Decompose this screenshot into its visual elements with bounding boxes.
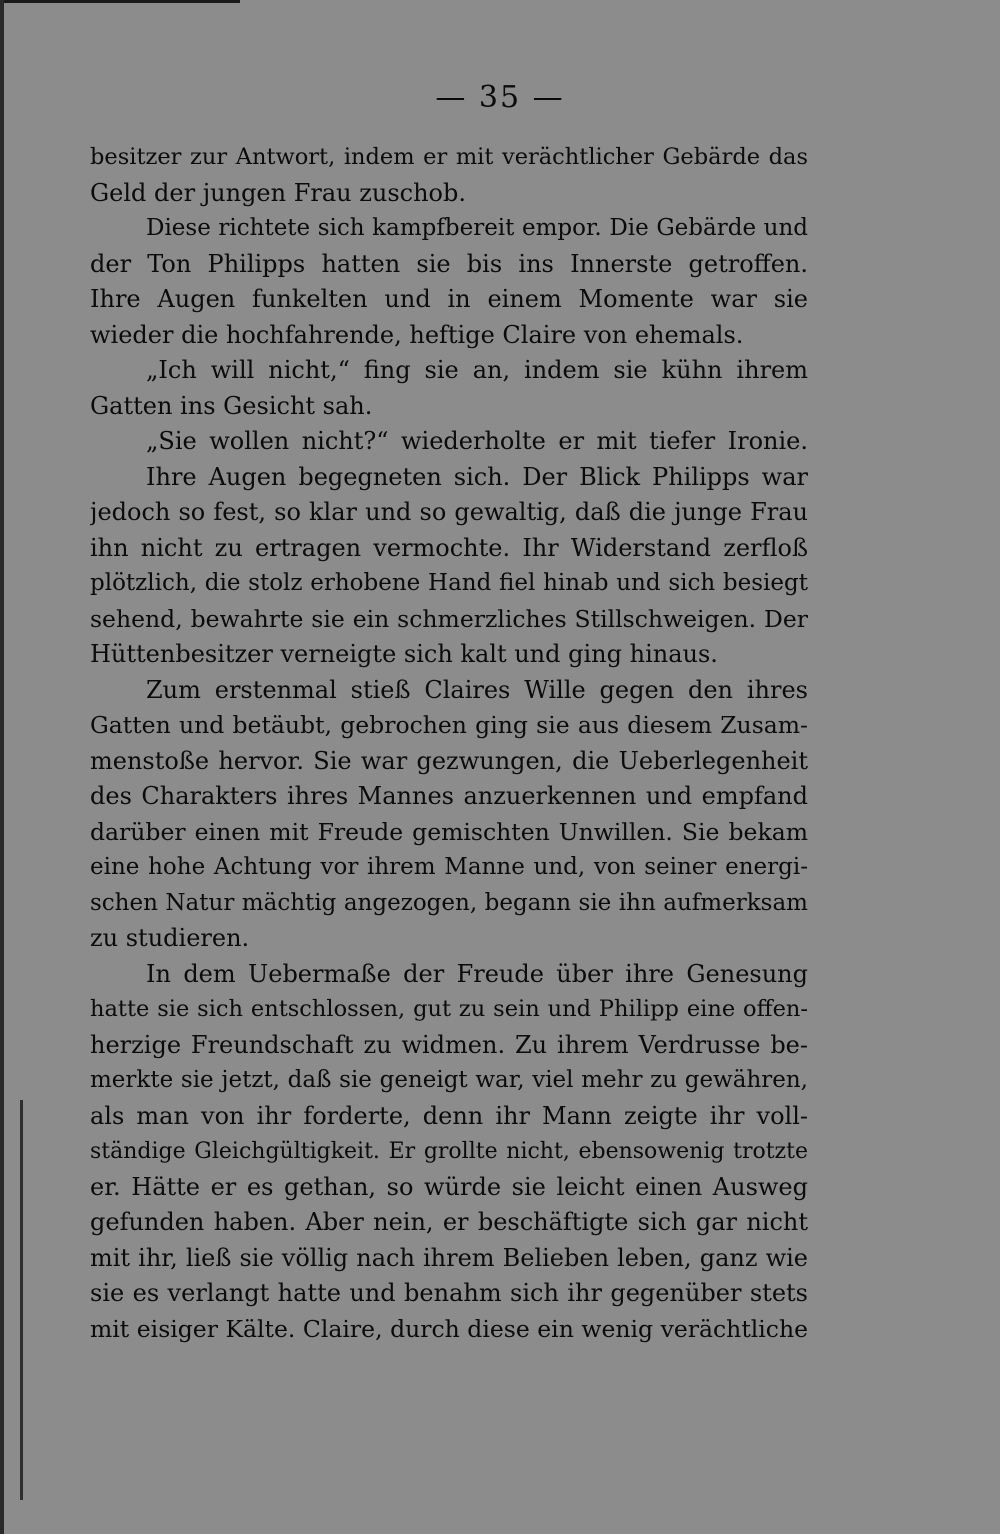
text-line: „Ich will nicht,“ fing sie an, indem sie kühn ihrem (146, 356, 808, 384)
text-line: sie es verlangt hatte und benahm sich ihr gegenüber stets (90, 1279, 808, 1307)
text-line: ständige Gleichgültigkeit. Er grollte nicht, ebensowenig trotzte (90, 1139, 808, 1164)
text-line: In dem Uebermaße der Freude über ihre Genesung (146, 959, 808, 988)
text-line: besitzer zur Antwort, indem er mit verächtlicher Gebärde das (90, 144, 808, 170)
text-line: der Ton Philipps hatten sie bis ins Innerste getroffen. (90, 249, 808, 278)
text-line: menstoße hervor. Sie war gezwungen, die Ueberlegenheit (90, 746, 808, 775)
text-line: mit ihr, ließ sie völlig nach ihrem Belieben leben, ganz wie (90, 1243, 808, 1272)
text-line: mit eisiger Kälte. Claire, durch diese ein wenig verächtliche (90, 1314, 808, 1343)
text-line: Gatten und betäubt, gebrochen ging sie aus diesem Zusam- (90, 711, 808, 739)
page-number: — 35 — (435, 80, 565, 115)
text-line: sehend, bewahrte sie ein schmerzliches Stillschweigen. Der (90, 604, 808, 633)
text-line: Ihre Augen funkelten und in einem Momente war sie (90, 285, 808, 313)
text-line: „Sie wollen nicht?“ wiederholte er mit tiefer Ironie. (146, 427, 808, 455)
text-line: Gatten ins Gesicht sah. (90, 391, 373, 420)
text-line: Diese richtete sich kampfbereit empor. Die Gebärde und (146, 215, 808, 241)
text-line: schen Natur mächtig angezogen, begann sie ihn aufmerksam (90, 889, 808, 916)
text-line: eine hohe Achtung vor ihrem Manne und, von seiner energi- (90, 854, 808, 880)
text-line: ihn nicht zu ertragen vermochte. Ihr Widerstand zerfloß (90, 533, 808, 562)
scan-edge-top (0, 0, 240, 3)
text-line: hatte sie sich entschlossen, gut zu sein und Philipp eine offen- (90, 996, 808, 1022)
text-line: er. Hätte er es gethan, so würde sie leicht einen Ausweg (90, 1172, 808, 1201)
text-line: Zum erstenmal stieß Claires Wille gegen den ihres (146, 675, 808, 704)
text-line: plötzlich, die stolz erhobene Hand fiel hinab und sich besiegt (90, 570, 808, 596)
text-line: merkte sie jetzt, daß sie geneigt war, viel mehr zu gewähren, (90, 1067, 808, 1093)
text-line: herzige Freundschaft zu widmen. Zu ihrem Verdrusse be- (90, 1030, 808, 1059)
scan-edge-left (0, 0, 4, 1534)
text-line: wieder die hochfahrende, heftige Claire von ehemals. (90, 320, 744, 349)
text-line: des Charakters ihres Mannes anzuerkennen und empfand (90, 782, 808, 810)
scan-edge-mark (20, 1100, 23, 1500)
text-line: jedoch so fest, so klar und so gewaltig, daß die junge Frau (90, 498, 808, 526)
text-line: zu studieren. (90, 924, 250, 952)
text-line: Geld der jungen Frau zuschob. (90, 178, 466, 207)
text-line: Ihre Augen begegneten sich. Der Blick Philipps war (146, 462, 808, 491)
body-text (90, 140, 808, 1347)
text-line: als man von ihr forderte, denn ihr Mann zeigte ihr voll- (90, 1101, 808, 1130)
text-line: Hüttenbesitzer verneigte sich kalt und ging hinaus. (90, 640, 718, 668)
text-line: gefunden haben. Aber nein, er beschäftigte sich gar nicht (90, 1208, 808, 1236)
text-line: darüber einen mit Freude gemischten Unwillen. Sie bekam (90, 817, 808, 846)
